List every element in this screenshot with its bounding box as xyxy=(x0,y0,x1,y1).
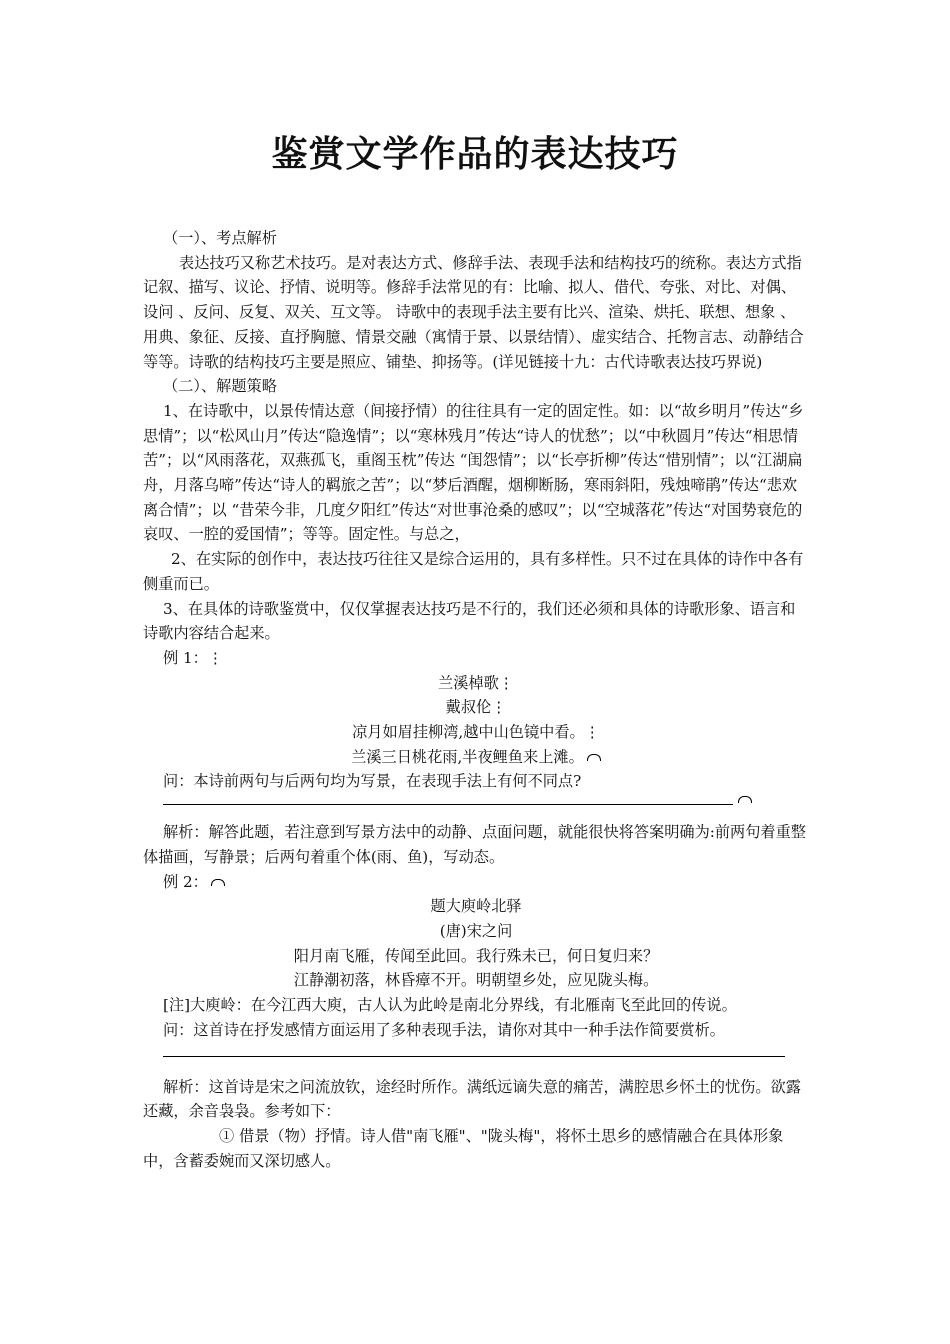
example-2-poem-title: 题大庾岭北驿 xyxy=(430,897,522,916)
example-1-label: 例 1：⋮ xyxy=(163,648,224,667)
section-heading-1: （一）、考点解析 xyxy=(163,229,277,247)
example-1-poem-title: 兰溪棹歌⋮ xyxy=(438,673,514,692)
editing-mark-icon xyxy=(211,879,225,886)
example-1-question: 问：本诗前两句与后两句均为写景，在表现手法上有何不同点? xyxy=(163,772,582,791)
example-1-poem-line-1: 凉月如眉挂柳湾,越中山色镜中看。⋮ xyxy=(352,723,600,742)
example-2-question: 问：这首诗在抒发感情方面运用了多种表现手法，请你对其中一种手法作简要赏析。 xyxy=(163,1020,725,1039)
document-body xyxy=(143,226,809,1173)
example-2-analysis: 解析：这首诗是宋之问流放钦，途经时所作。满纸远谪失意的痛苦，满腔思乡怀土的忧伤。欲露还藏，余音袅袅。参考如下： xyxy=(143,1077,801,1121)
example-1-author: 戴叔伦⋮ xyxy=(445,698,507,717)
section-1-paragraph: 表达技巧又称艺术技巧。是对表达方式、修辞手法、表现手法和结构技巧的统称。表达方式指记叙、描写、议论、抒情、说明等。修辞手法常见的有：比喻、拟人、借代、夸张、对比、对偶、设问 、反问、反复、双关、互文等。 诗歌中的表现手法主要有比兴、渲染、烘托、联想、想象 、用典、象征、反接、直抒胸臆、情景交融（寓情于景、以景结情）、虚实结合、托物言志、动静结合等等。诗歌的结构技巧主要是照应、铺垫、抑扬等。(详见链接十九：古代诗歌表达技巧界说) xyxy=(143,253,804,371)
example-2-label: 例 2： xyxy=(163,872,208,891)
editing-mark-icon xyxy=(587,754,601,761)
strategy-paragraph-1: 1、在诗歌中，以景传情达意（间接抒情）的往往具有一定的固定性。如：以“故乡明月”传达“乡思情”；以“松风山月”传达“隐逸情”；以“寒林残月”传达“诗人的忧愁”；以“中秋圆月”传达“相思情苦”；以“风雨落花，双燕孤飞，重阁玉枕”传达 “闺怨情”；以“长亭折柳”传达“惜别情”；以“江湖扁舟，月落乌啼”传达“诗人的羁旅之苦”；以“梦后酒醒，烟柳断肠，寒雨斜阳，残烛啼鹃”传达“悲欢离合情”；以 “昔荣今非，几度夕阳红”传达“对世事沧桑的感叹”；以“空城落花”传达“对国势衰危的哀叹、一腔的爱国情”；等等。固定性。与总之， xyxy=(143,401,804,544)
strategy-paragraph-2: 2、在实际的创作中，表达技巧往往又是综合运用的，具有多样性。只不过在具体的诗作中各有侧重而已。 xyxy=(143,550,804,593)
example-2-poem-line-2: 江静潮初落，林昏瘴不开。明朝望乡处，应见陇头梅。 xyxy=(293,971,659,990)
editing-mark-icon xyxy=(738,796,752,803)
page-title: 鉴赏文学作品的表达技巧 xyxy=(271,134,679,175)
section-heading-2: （二）、解题策略 xyxy=(163,377,277,396)
example-2-point-1: ① 借景（物）抒情。诗人借"南飞雁"、"陇头梅"，将怀土思乡的感情融合在具体形象中，含蓄委婉而又深切感人。 xyxy=(143,1126,784,1170)
example-1-poem-line-2-row xyxy=(143,745,809,770)
example-1-analysis: 解析：解答此题，若注意到写景方法中的动静、点面问题，就能很快将答案明确为:前两句着重整体描画，写静景；后两句着重个体(雨、鱼)，写动态。 xyxy=(143,823,806,866)
example-2-note: [注]大庾岭：在今江西大庾，古人认为此岭是南北分界线，有北雁南飞至此回的传说。 xyxy=(163,996,737,1015)
example-2-poem-line-1: 阳月南飞雁，传闻至此回。我行殊未已，何日复归来？ xyxy=(293,946,659,965)
example-2-label-row xyxy=(143,870,809,895)
answer-underline xyxy=(163,1056,785,1057)
answer-line-2 xyxy=(143,1043,809,1075)
answer-line-1 xyxy=(143,794,809,820)
answer-underline xyxy=(163,804,733,805)
strategy-paragraph-3: 3、在具体的诗歌鉴赏中，仅仅掌握表达技巧是不行的，我们还必须和具体的诗歌形象、语言和诗歌内容结合起来。 xyxy=(143,599,796,643)
example-1-poem-line-2: 兰溪三日桃花雨,半夜鲤鱼来上滩。 xyxy=(351,747,584,766)
example-2-author: (唐)宋之问 xyxy=(439,921,513,940)
